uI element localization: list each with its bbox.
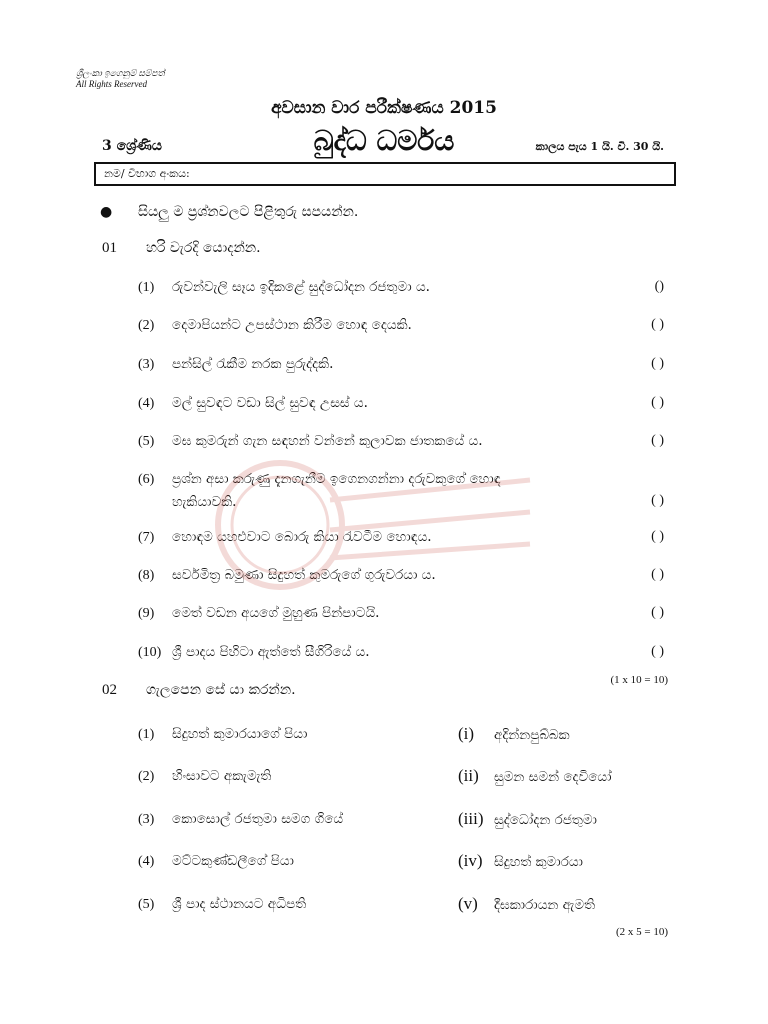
item-number: (2) [138,318,155,333]
item-text: පන්සිල් රැකීම නරක පුරුද්දකි. [172,356,334,372]
question-number: 02 [102,682,117,698]
right-term: සුමන සමන් දෙවියෝ [494,769,612,785]
list-item [138,314,668,337]
copyright-notice [76,68,165,90]
matching-row [138,853,668,870]
marks-allocation: (1 x 10 = 10) [610,674,668,686]
roman-numeral: (ii) [458,766,479,785]
answer-bracket: () [654,279,664,294]
item-text: ශ්‍රී පාදය පිහිටා ඇත්තේ සීගිරියේ ය. [172,644,370,660]
item-text: ප්‍රශ්න අසා කරුණු දැනගැනීම ඉගෙනගන්නා දරුවකුගේ හොඳ [172,471,501,487]
item-number: (10) [138,645,162,660]
left-term: ශ්‍රී පාද ස්ථානයට අධිපති [172,896,307,912]
general-instruction [100,204,358,220]
item-number: (5) [138,434,155,449]
row-number: (5) [138,897,155,912]
list-item [138,392,668,415]
list-item [138,353,668,376]
list-item [138,430,668,453]
list-item [138,641,668,664]
row-number: (4) [138,854,155,869]
item-number: (6) [138,472,155,487]
list-item [138,468,668,513]
question-title: ගැලපෙන සේ යා කරන්න. [146,682,296,698]
roman-numeral: (v) [458,894,478,913]
list-item [138,602,668,625]
item-text: මෙත් වඩන අයගේ මුහුණ පින්පාටයි. [172,605,380,621]
answer-bracket: ( ) [651,529,664,544]
right-term: සිදුහත් කුමාරයා [494,854,583,870]
answer-bracket: ( ) [651,395,664,410]
question-1-heading [102,240,261,257]
grade-label: 3 ශ්‍රේණිය [102,138,162,154]
roman-numeral: (iii) [458,809,484,828]
question-number: 01 [102,240,117,256]
row-number: (1) [138,727,155,742]
matching-row [138,811,668,828]
name-index-box: නම/ විභාග අංකය: [94,162,676,186]
item-text-continued: හැකියාවකි. [172,494,237,510]
marks-allocation: (2 x 5 = 10) [615,926,668,938]
item-text: මඝ කුමරුන් ගැන සඳහන් වන්නේ කුලාවක ජාතකයේ ය. [172,433,483,449]
roman-numeral: (iv) [458,851,483,870]
answer-bracket: ( ) [651,605,664,620]
item-number: (7) [138,530,155,545]
item-text: මල් සුවඳට වඩා සිල් සුවඳ උසස් ය. [172,395,368,411]
row-number: (3) [138,812,155,827]
item-number: (8) [138,568,155,583]
left-term: කොසොල් රජතුමා සමග ගියේ [172,811,344,827]
answer-bracket: ( ) [651,493,664,508]
right-term: සුද්ධෝදන රජතුමා [494,812,597,828]
right-term: දීඝකාරායන ඇමති [494,897,596,913]
left-term: හිංසාවට අකැමැති [172,768,272,784]
question-2-heading [102,682,296,699]
item-text: සර්වමිත්‍ර බමුණා සිදුහත් කුමරුගේ ගුරුවරයා ය. [172,567,436,583]
matching-row [138,768,668,785]
item-number: (3) [138,357,155,372]
duration-label: කාලය පැය 1 යි. වි. 30 යි. [535,140,664,153]
left-term: සිදුහත් කුමාරයාගේ පියා [172,726,308,742]
exam-title: අවසාන වාර පරීක්ෂණය 2015 [271,98,497,118]
row-number: (2) [138,769,155,784]
item-number: (9) [138,606,155,621]
list-item [138,526,668,549]
roman-numeral: (i) [458,724,475,743]
left-term: මට්ටකුණ්ඩලීගේ පියා [172,853,294,869]
list-item [138,276,668,299]
answer-bracket: ( ) [651,356,664,371]
item-text: හොඳම යහළුවාට බොරු කියා රැවටීම හොඳය. [172,529,432,545]
item-number: (4) [138,396,155,411]
instruction-text: සියලු ම ප්‍රශ්නවලට පිළිතුරු සපයන්න. [138,204,359,220]
question-title: හරි වැරදි යොදන්න. [146,240,261,256]
item-number: (1) [138,280,155,295]
item-text: රුවන්වැලි සෑය ඉදිකළේ සුද්ධෝදන රජතුමා ය. [172,279,430,295]
copyright-line-1: ශ්‍රීලංකා ඉගෙනුම් සම්පත් [76,68,165,78]
subject-title: බුද්ධ ධර්මය [313,124,455,157]
answer-bracket: ( ) [651,317,664,332]
list-item [138,564,668,587]
matching-row [138,726,668,743]
answer-bracket: ( ) [651,567,664,582]
right-term: අදින්නපුබ්බක [494,727,570,743]
answer-bracket: ( ) [651,644,664,659]
item-text: දෙමාපියන්ට උපස්ථාන කිරීම හොඳ දෙයකි. [172,317,412,333]
bullet-icon: ● [100,204,113,220]
matching-row [138,896,668,913]
copyright-line-2: All Rights Reserved [76,79,147,89]
answer-bracket: ( ) [651,433,664,448]
